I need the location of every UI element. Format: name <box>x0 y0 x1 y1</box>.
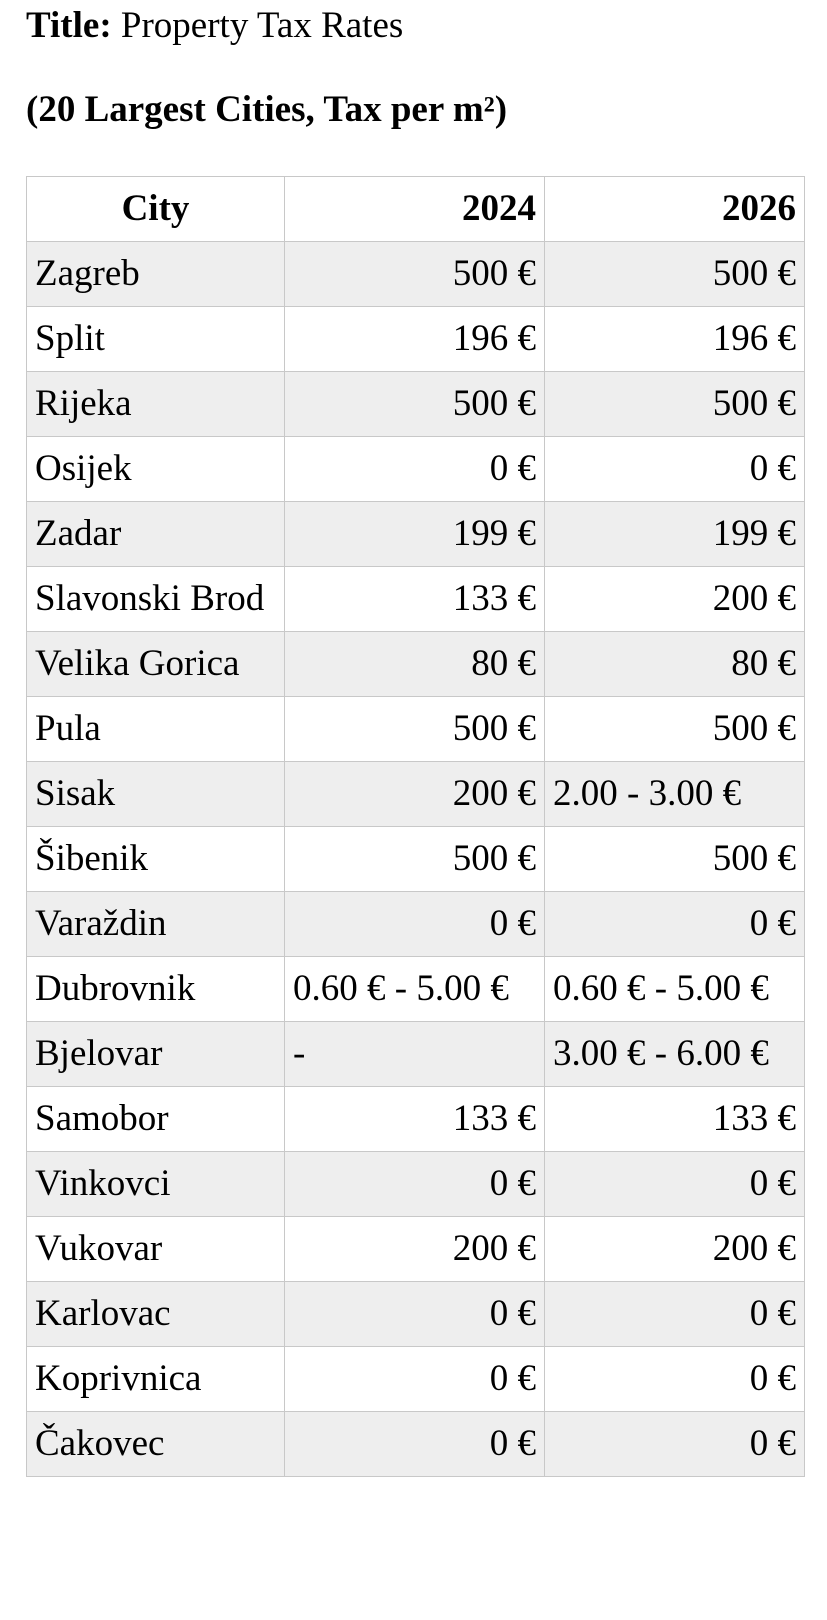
cell-city: Dubrovnik <box>27 957 285 1022</box>
cell-2024: 500 € <box>285 372 545 437</box>
cell-2026: 133 € <box>545 1087 805 1152</box>
cell-2024: 133 € <box>285 567 545 632</box>
table-row <box>27 632 805 697</box>
cell-city: Vinkovci <box>27 1152 285 1217</box>
table-row <box>27 1282 805 1347</box>
table-row <box>27 762 805 827</box>
cell-city: Slavonski Brod <box>27 567 285 632</box>
table-row <box>27 957 805 1022</box>
cell-2026: 80 € <box>545 632 805 697</box>
property-tax-table <box>26 176 805 1477</box>
cell-2026: 0 € <box>545 1347 805 1412</box>
cell-city: Šibenik <box>27 827 285 892</box>
cell-2026: 500 € <box>545 242 805 307</box>
cell-2024: 200 € <box>285 1217 545 1282</box>
cell-2024: 0 € <box>285 1152 545 1217</box>
cell-2026: 2.00 - 3.00 € <box>545 762 805 827</box>
cell-2024: 0 € <box>285 1282 545 1347</box>
cell-2026: 196 € <box>545 307 805 372</box>
title-label: Title: <box>26 5 112 46</box>
cell-2026: 0.60 € - 5.00 € <box>545 957 805 1022</box>
cell-2024: 80 € <box>285 632 545 697</box>
cell-city: Pula <box>27 697 285 762</box>
cell-2026: 0 € <box>545 437 805 502</box>
cell-city: Karlovac <box>27 1282 285 1347</box>
cell-2024: 133 € <box>285 1087 545 1152</box>
cell-2024: 0 € <box>285 892 545 957</box>
table-row <box>27 372 805 437</box>
subtitle: (20 Largest Cities, Tax per m²) <box>26 89 508 130</box>
cell-2026: 500 € <box>545 372 805 437</box>
cell-2024: 200 € <box>285 762 545 827</box>
cell-2026: 0 € <box>545 1152 805 1217</box>
cell-2026: 500 € <box>545 697 805 762</box>
cell-2026: 200 € <box>545 1217 805 1282</box>
cell-city: Samobor <box>27 1087 285 1152</box>
table-row <box>27 437 805 502</box>
cell-2026: 0 € <box>545 1282 805 1347</box>
header-city: City <box>27 177 285 242</box>
cell-2024: 199 € <box>285 502 545 567</box>
cell-city: Velika Gorica <box>27 632 285 697</box>
cell-city: Koprivnica <box>27 1347 285 1412</box>
cell-2024: - <box>285 1022 545 1087</box>
table-row <box>27 697 805 762</box>
table-header-row <box>27 177 805 242</box>
cell-2026: 0 € <box>545 892 805 957</box>
cell-2026: 200 € <box>545 567 805 632</box>
header-2026: 2026 <box>545 177 805 242</box>
title-line <box>26 0 801 48</box>
cell-2026: 3.00 € - 6.00 € <box>545 1022 805 1087</box>
cell-2024: 0 € <box>285 437 545 502</box>
cell-city: Čakovec <box>27 1412 285 1477</box>
cell-2026: 0 € <box>545 1412 805 1477</box>
cell-2024: 0 € <box>285 1347 545 1412</box>
cell-city: Bjelovar <box>27 1022 285 1087</box>
title-text: Property Tax Rates <box>120 5 404 46</box>
header-2024: 2024 <box>285 177 545 242</box>
table-row <box>27 892 805 957</box>
table-row <box>27 1217 805 1282</box>
cell-city: Rijeka <box>27 372 285 437</box>
table-row <box>27 1022 805 1087</box>
cell-2024: 500 € <box>285 242 545 307</box>
table-row <box>27 1412 805 1477</box>
cell-2024: 0 € <box>285 1412 545 1477</box>
cell-city: Sisak <box>27 762 285 827</box>
table-row <box>27 1347 805 1412</box>
cell-city: Varaždin <box>27 892 285 957</box>
cell-2024: 196 € <box>285 307 545 372</box>
cell-2024: 500 € <box>285 697 545 762</box>
cell-2026: 500 € <box>545 827 805 892</box>
cell-city: Zadar <box>27 502 285 567</box>
cell-2024: 0.60 € - 5.00 € <box>285 957 545 1022</box>
cell-city: Osijek <box>27 437 285 502</box>
cell-city: Zagreb <box>27 242 285 307</box>
table-row <box>27 1087 805 1152</box>
cell-2024: 500 € <box>285 827 545 892</box>
cell-2026: 199 € <box>545 502 805 567</box>
table-row <box>27 502 805 567</box>
table-row <box>27 307 805 372</box>
table-row <box>27 1152 805 1217</box>
cell-city: Split <box>27 307 285 372</box>
cell-city: Vukovar <box>27 1217 285 1282</box>
table-row <box>27 827 805 892</box>
table-row <box>27 242 805 307</box>
table-body <box>27 242 805 1477</box>
table-row <box>27 567 805 632</box>
